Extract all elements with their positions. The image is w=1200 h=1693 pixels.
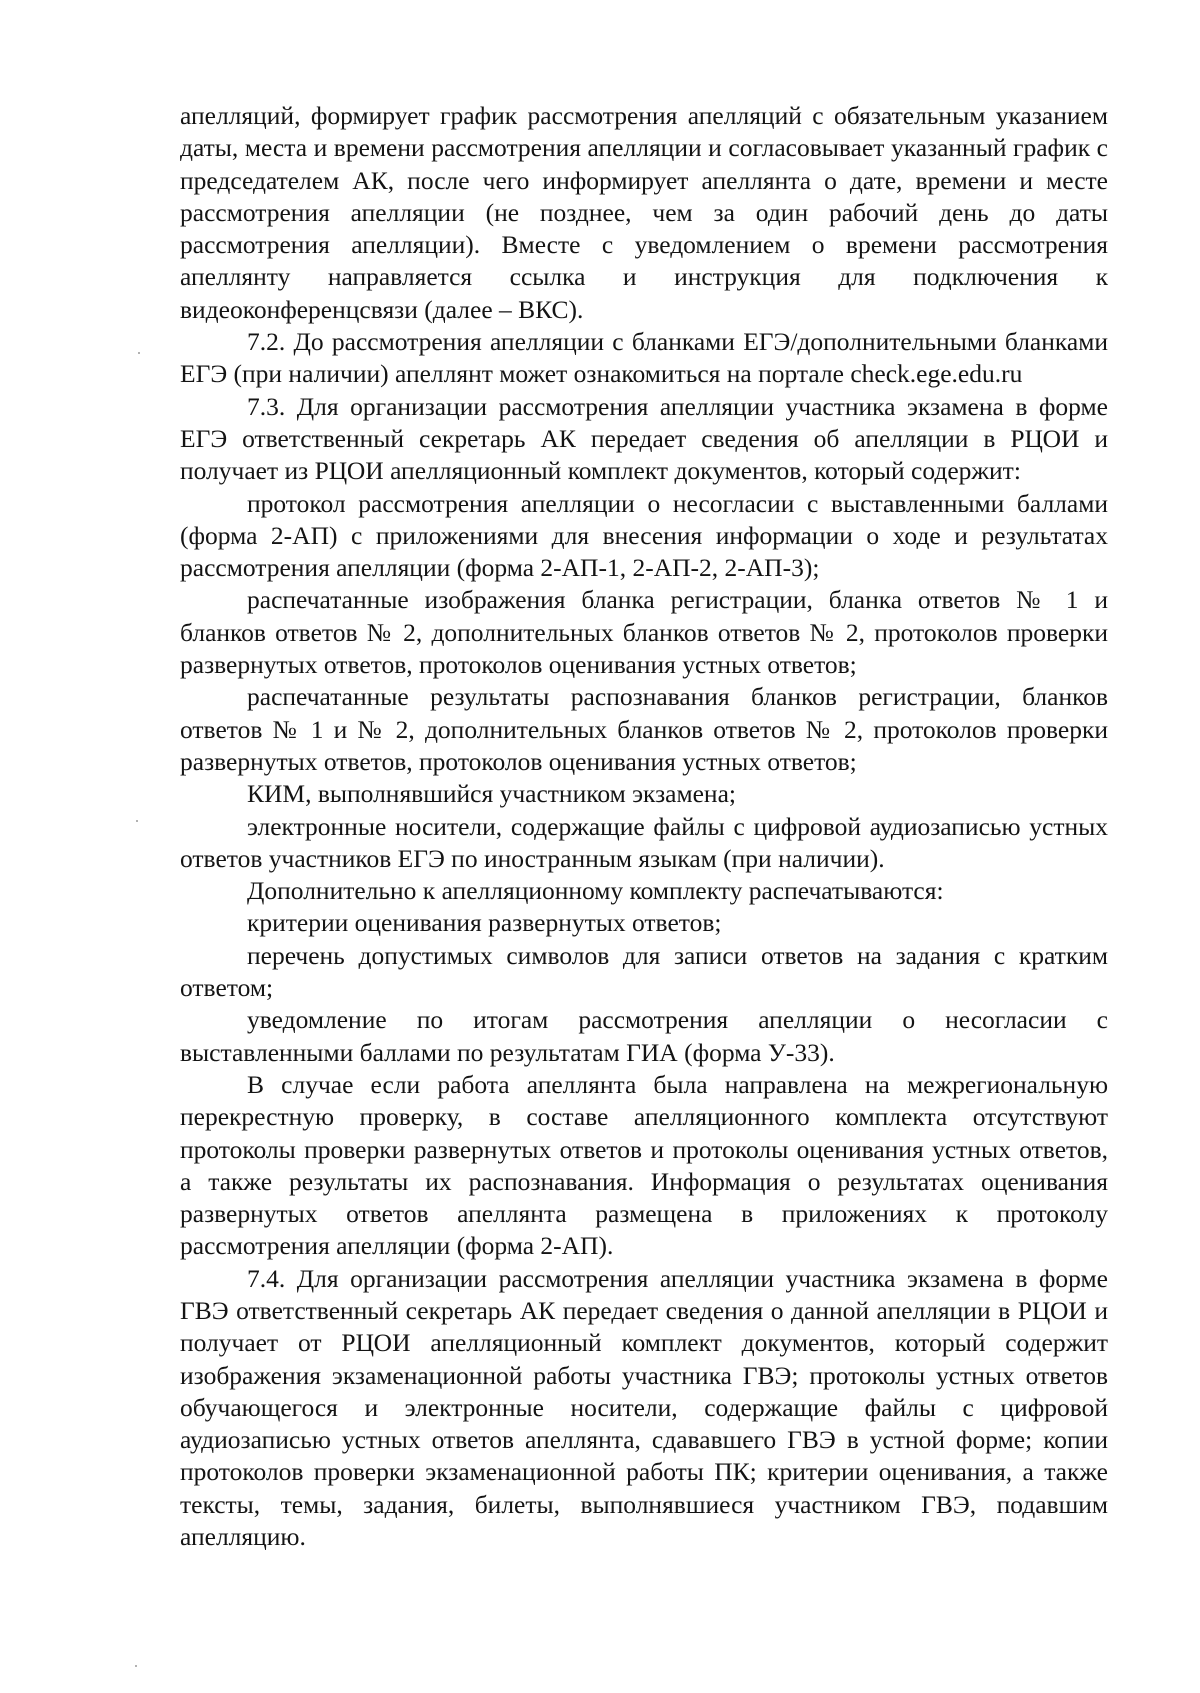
- paragraph: 7.3. Для организации рассмотрения апелляции участника экзамена в форме ЕГЭ ответственный секретарь АК передает сведения об апелляции в РЦОИ и получает из РЦОИ апелляционный комплект документов, который содержит:: [180, 391, 1108, 486]
- paragraph: перечень допустимых символов для записи ответов на задания с кратким ответом;: [180, 940, 1108, 1003]
- scan-speck: [136, 820, 138, 822]
- paragraph: распечатанные результаты распознавания бланков регистрации, бланков ответов № 1 и № 2, дополнительных бланков ответов № 2, протоколов проверки развернутых ответов, протоколов оценивания устных ответов;: [180, 682, 1108, 776]
- paragraph: критерии оценивания развернутых ответов;: [247, 908, 722, 938]
- paragraph: электронные носители, содержащие файлы с цифровой аудиозаписью устных ответов участников ЕГЭ по иностранным языкам (при наличии).: [180, 811, 1108, 873]
- scan-speck: [138, 352, 140, 354]
- paragraph: В случае если работа апеллянта была направлена на межрегиональную перекрестную проверку, в составе апелляционного комплекта отсутствуют протоколы проверки развернутых ответов и протоколы оценивания устных ответов, а также результаты их распознавания. Информация о результатах оценивания развернутых ответов апеллянта размещена в приложениях к протоколу рассмотрения апелляции (форма 2-АП).: [180, 1069, 1108, 1261]
- paragraph: апелляций, формирует график рассмотрения апелляций с обязательным указанием даты, места и времени рассмотрения апелляции и согласовывает указанный график с председателем АК, после чего информирует апеллянта о дате, времени и месте рассмотрения апелляции (не позднее, чем за один рабочий день до даты рассмотрения апелляции). Вместе с уведомлением о времени рассмотрения апеллянту направляется ссылка и инструкция для подключения к видеоконференцсвязи (далее – ВКС).: [180, 101, 1108, 324]
- paragraph: уведомление по итогам рассмотрения апелляции о несогласии с выставленными баллами по результатам ГИА (форма У-33).: [180, 1005, 1108, 1067]
- scan-speck: [135, 1665, 137, 1667]
- paragraph: 7.2. До рассмотрения апелляции с бланками ЕГЭ/дополнительными бланками ЕГЭ (при наличии) апеллянт может ознакомиться на портале check.ege.edu.ru: [180, 327, 1108, 389]
- paragraph: КИМ, выполнявшийся участником экзамена;: [247, 779, 736, 809]
- document-body: [180, 100, 1108, 1553]
- paragraph: Дополнительно к апелляционному комплекту распечатываются:: [247, 876, 944, 906]
- paragraph: распечатанные изображения бланка регистрации, бланка ответов № 1 и бланков ответов № 2, дополнительных бланков ответов № 2, протоколов проверки развернутых ответов, протоколов оценивания устных ответов;: [180, 585, 1108, 680]
- paragraph: 7.4. Для организации рассмотрения апелляции участника экзамена в форме ГВЭ ответственный секретарь АК передает сведения о данной апелляции в РЦОИ и получает от РЦОИ апелляционный комплект документов, который содержит изображения экзаменационной работы участника ГВЭ; протоколы устных ответов обучающегося и электронные носители, содержащие файлы с цифровой аудиозаписью устных ответов апеллянта, сдававшего ГВЭ в устной форме; копии протоколов проверки экзаменационной работы ПК; критерии оценивания, а также тексты, темы, задания, билеты, выполнявшиеся участником ГВЭ, подавшим апелляцию.: [180, 1263, 1108, 1552]
- paragraph: протокол рассмотрения апелляции о несогласии с выставленными баллами (форма 2-АП) с приложениями для внесения информации о ходе и результатах рассмотрения апелляции (форма 2-АП-1, 2-АП-2, 2-АП-3);: [180, 488, 1108, 583]
